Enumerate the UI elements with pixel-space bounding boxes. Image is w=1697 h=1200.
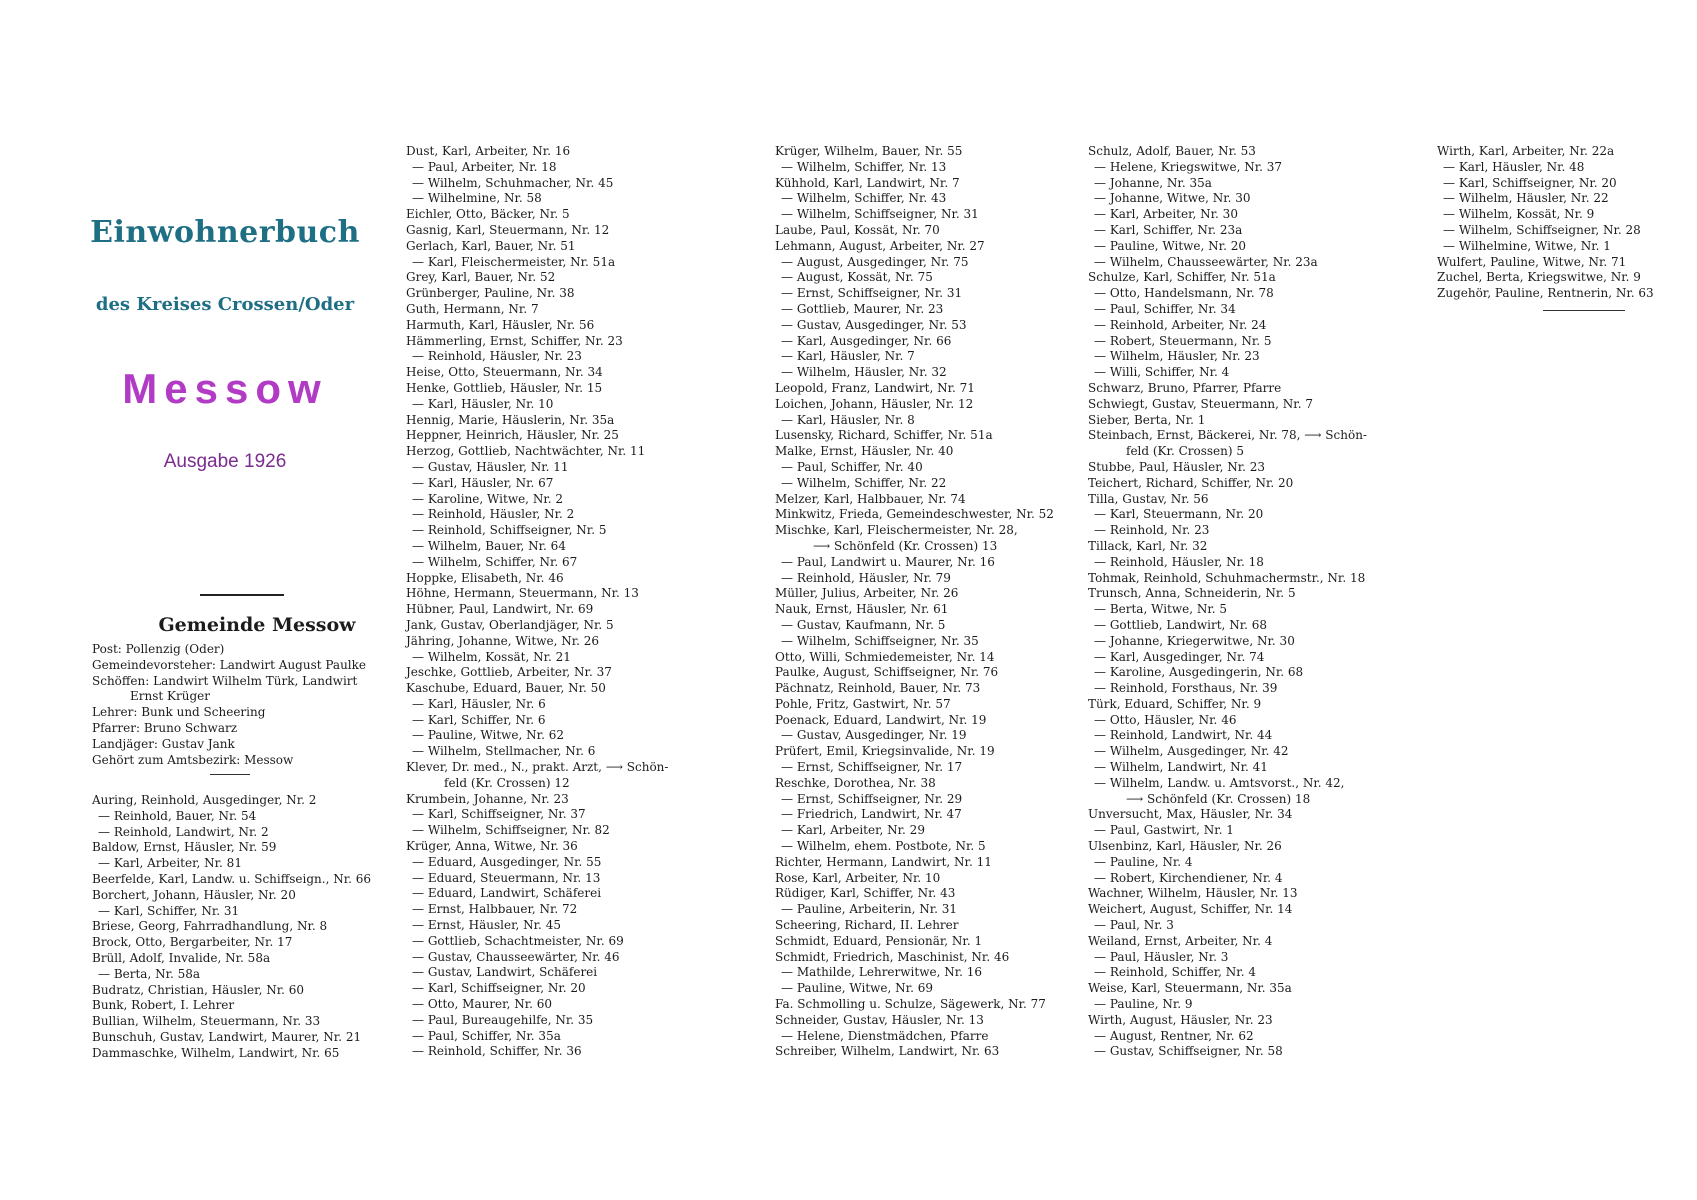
resident-column-1 <box>406 144 746 1060</box>
resident-entry: Zugehör, Pauline, Rentnerin, Nr. 63 <box>1437 286 1654 301</box>
resident-entry: — Karl, Ausgedinger, Nr. 66 <box>781 333 952 348</box>
resident-entry: Leopold, Franz, Landwirt, Nr. 71 <box>775 380 975 395</box>
resident-entry: Schulz, Adolf, Bauer, Nr. 53 <box>1088 144 1256 158</box>
resident-entry: Weiland, Ernst, Arbeiter, Nr. 4 <box>1088 933 1273 948</box>
cover-block <box>90 215 360 473</box>
entry-continuation: Ernst Krüger <box>130 689 210 704</box>
resident-entry: — August, Kossät, Nr. 75 <box>781 270 933 285</box>
resident-entry: Lehmann, August, Arbeiter, Nr. 27 <box>775 238 985 253</box>
divider <box>200 594 284 596</box>
entry-continuation: ⟶ Schönfeld (Kr. Crossen) 18 <box>1126 791 1311 806</box>
resident-entry: — Gustav, Chausseewärter, Nr. 46 <box>412 949 620 964</box>
resident-entry: — Eduard, Ausgedinger, Nr. 55 <box>412 854 602 869</box>
book-subtitle: des Kreises Crossen/Oder <box>95 294 355 315</box>
resident-entry: — Karl, Fleischermeister, Nr. 51a <box>412 254 616 269</box>
resident-entry: — Robert, Kirchendiener, Nr. 4 <box>1094 870 1283 885</box>
resident-entry: — Wilhelmine, Witwe, Nr. 1 <box>1443 238 1611 253</box>
resident-entry: Rüdiger, Karl, Schiffer, Nr. 43 <box>775 886 956 901</box>
resident-entry: Paulke, August, Schiffseigner, Nr. 76 <box>775 665 999 680</box>
resident-entry: Dust, Karl, Arbeiter, Nr. 16 <box>406 144 571 158</box>
resident-entry: Wachner, Wilhelm, Häusler, Nr. 13 <box>1088 886 1298 901</box>
resident-entry: — Wilhelm, Schiffer, Nr. 22 <box>781 475 947 490</box>
resident-entry: Stubbe, Paul, Häusler, Nr. 23 <box>1088 459 1266 474</box>
resident-entry: Pfarrer: Bruno Schwarz <box>92 720 238 735</box>
resident-entry: — Wilhelm, Landw. u. Amtsvorst., Nr. 42, <box>1094 775 1345 790</box>
resident-entry: — Wilhelm, Schuhmacher, Nr. 45 <box>412 175 614 190</box>
resident-entry: — Johanne, Witwe, Nr. 30 <box>1094 191 1251 206</box>
village-name: Messow <box>122 365 328 412</box>
resident-entry: — Karl, Schiffer, Nr. 23a <box>1094 222 1243 237</box>
resident-entry: — Johanne, Nr. 35a <box>1094 175 1212 190</box>
resident-entry: — Pauline, Witwe, Nr. 20 <box>1094 238 1246 253</box>
resident-entry: — Wilhelm, Häusler, Nr. 32 <box>781 365 947 380</box>
resident-entry: Hübner, Paul, Landwirt, Nr. 69 <box>406 602 594 617</box>
resident-entry: — Reinhold, Landwirt, Nr. 2 <box>98 824 269 839</box>
resident-entry: — Paul, Häusler, Nr. 3 <box>1094 949 1229 964</box>
resident-entry: Auring, Reinhold, Ausgedinger, Nr. 2 <box>92 793 317 807</box>
resident-entry: Gasnig, Karl, Steuermann, Nr. 12 <box>406 222 610 237</box>
resident-entry: Wulfert, Pauline, Witwe, Nr. 71 <box>1437 254 1627 269</box>
resident-entry: — Gottlieb, Schachtmeister, Nr. 69 <box>412 933 624 948</box>
resident-entry: Otto, Willi, Schmiedemeister, Nr. 14 <box>775 649 995 664</box>
resident-entry: Tilla, Gustav, Nr. 56 <box>1088 491 1209 506</box>
resident-entry: Henke, Gottlieb, Häusler, Nr. 15 <box>406 380 603 395</box>
resident-entry: Pächnatz, Reinhold, Bauer, Nr. 73 <box>775 681 981 696</box>
resident-entry: — Gottlieb, Maurer, Nr. 23 <box>781 301 944 316</box>
resident-entry: Gemeindevorsteher: Landwirt August Paulke <box>92 657 367 672</box>
resident-entry: — Karl, Häusler, Nr. 48 <box>1443 159 1585 174</box>
resident-entry: Schneider, Gustav, Häusler, Nr. 13 <box>775 1012 984 1027</box>
resident-entry: Bunschuh, Gustav, Landwirt, Maurer, Nr. 21 <box>92 1029 362 1044</box>
resident-entry: — Karoline, Witwe, Nr. 2 <box>412 491 563 506</box>
divider <box>210 774 250 775</box>
resident-entry: — Wilhelm, Bauer, Nr. 64 <box>412 538 566 553</box>
resident-entry: — Paul, Nr. 3 <box>1094 918 1174 933</box>
resident-entry: — Karl, Schiffseigner, Nr. 20 <box>412 981 586 996</box>
resident-entry: — Gustav, Ausgedinger, Nr. 53 <box>781 317 967 332</box>
resident-entry: — Berta, Witwe, Nr. 5 <box>1094 602 1228 617</box>
resident-entry: Bullian, Wilhelm, Steuermann, Nr. 33 <box>92 1014 321 1029</box>
resident-entry: Wirth, August, Häusler, Nr. 23 <box>1088 1012 1273 1027</box>
resident-entry: Höhne, Hermann, Steuermann, Nr. 13 <box>406 586 639 601</box>
resident-entry: Schulze, Karl, Schiffer, Nr. 51a <box>1088 270 1276 285</box>
resident-entry: — Otto, Handelsmann, Nr. 78 <box>1094 286 1274 301</box>
resident-entry: Loichen, Johann, Häusler, Nr. 12 <box>775 396 974 411</box>
resident-entry: Fa. Schmolling u. Schulze, Sägewerk, Nr. 77 <box>775 997 1046 1012</box>
resident-entry: Hoppke, Elisabeth, Nr. 46 <box>406 570 564 585</box>
resident-entry: — Karl, Häusler, Nr. 7 <box>781 349 915 364</box>
resident-entry: Reschke, Dorothea, Nr. 38 <box>775 775 936 790</box>
resident-entry: Borchert, Johann, Häusler, Nr. 20 <box>92 887 296 902</box>
entry-continuation: feld (Kr. Crossen) 5 <box>1126 444 1244 459</box>
resident-entry: Mischke, Karl, Fleischermeister, Nr. 28, <box>775 523 1018 538</box>
resident-entry: — Wilhelm, Schiffer, Nr. 67 <box>412 554 578 569</box>
resident-entry: — Wilhelm, Kossät, Nr. 21 <box>412 649 571 664</box>
resident-entry: — Wilhelmine, Nr. 58 <box>412 191 542 206</box>
resident-entry: — Wilhelm, Schiffseigner, Nr. 82 <box>412 823 610 838</box>
resident-entry: — August, Rentner, Nr. 62 <box>1094 1028 1254 1043</box>
resident-entry: Weise, Karl, Steuermann, Nr. 35a <box>1088 981 1292 996</box>
resident-entry: — Ernst, Halbbauer, Nr. 72 <box>412 902 578 917</box>
resident-entry: — Paul, Bureaugehilfe, Nr. 35 <box>412 1012 594 1027</box>
resident-entry: — Helene, Kriegswitwe, Nr. 37 <box>1094 159 1283 174</box>
resident-entry: — Paul, Schiffer, Nr. 40 <box>781 459 923 474</box>
resident-entry: Schreiber, Wilhelm, Landwirt, Nr. 63 <box>775 1044 1000 1059</box>
resident-entry: Schwiegt, Gustav, Steuermann, Nr. 7 <box>1088 396 1313 411</box>
resident-entry: Rose, Karl, Arbeiter, Nr. 10 <box>775 870 941 885</box>
resident-entry: — Reinhold, Bauer, Nr. 54 <box>98 808 257 823</box>
resident-entry: — Wilhelm, Schiffer, Nr. 13 <box>781 159 947 174</box>
resident-entry: — Reinhold, Landwirt, Nr. 44 <box>1094 728 1273 743</box>
resident-entry: Hämmerling, Ernst, Schiffer, Nr. 23 <box>406 333 623 348</box>
resident-entry: — Karl, Häusler, Nr. 6 <box>412 696 546 711</box>
resident-entry: — Reinhold, Schiffer, Nr. 36 <box>412 1044 582 1059</box>
resident-entry: Scheering, Richard, II. Lehrer <box>775 918 959 933</box>
resident-entry: — Robert, Steuermann, Nr. 5 <box>1094 333 1272 348</box>
resident-entry: — Karoline, Ausgedingerin, Nr. 68 <box>1094 665 1304 680</box>
resident-entry: — Ernst, Schiffseigner, Nr. 29 <box>781 791 963 806</box>
resident-entry: — Otto, Maurer, Nr. 60 <box>412 997 553 1012</box>
resident-entry: Teichert, Richard, Schiffer, Nr. 20 <box>1088 475 1294 490</box>
resident-entry: Prüfert, Emil, Kriegsinvalide, Nr. 19 <box>775 744 995 759</box>
resident-entry: Steinbach, Ernst, Bäckerei, Nr. 78, ⟶ Schön- <box>1088 428 1367 443</box>
resident-entry: Bunk, Robert, I. Lehrer <box>92 998 235 1013</box>
resident-entry: — Berta, Nr. 58a <box>98 966 201 981</box>
resident-entry: — Pauline, Arbeiterin, Nr. 31 <box>781 902 958 917</box>
resident-entry: — Paul, Landwirt u. Maurer, Nr. 16 <box>781 554 995 569</box>
resident-entry: — Karl, Häusler, Nr. 10 <box>412 396 554 411</box>
resident-entry: — Wilhelm, Chausseewärter, Nr. 23a <box>1094 254 1318 269</box>
resident-entry: — Gustav, Kaufmann, Nr. 5 <box>781 617 946 632</box>
entry-continuation: ⟶ Schönfeld (Kr. Crossen) 13 <box>813 538 998 553</box>
resident-entry: Unversucht, Max, Häusler, Nr. 34 <box>1088 807 1293 822</box>
resident-entry: — Karl, Arbeiter, Nr. 29 <box>781 823 925 838</box>
resident-entry: Zuchel, Berta, Kriegswitwe, Nr. 9 <box>1437 270 1641 285</box>
resident-entry: — August, Ausgedinger, Nr. 75 <box>781 254 969 269</box>
resident-entry: — Wilhelm, Schiffer, Nr. 43 <box>781 191 947 206</box>
resident-entry: Müller, Julius, Arbeiter, Nr. 26 <box>775 586 959 601</box>
resident-entry: — Otto, Häusler, Nr. 46 <box>1094 712 1237 727</box>
resident-entry: — Reinhold, Häusler, Nr. 2 <box>412 507 575 522</box>
resident-entry: — Wilhelm, Schiffseigner, Nr. 35 <box>781 633 979 648</box>
resident-entry: — Wilhelm, Landwirt, Nr. 41 <box>1094 760 1268 775</box>
resident-entry: Lusensky, Richard, Schiffer, Nr. 51a <box>775 428 993 443</box>
resident-entry: — Eduard, Steuermann, Nr. 13 <box>412 870 601 885</box>
resident-entry: Dammaschke, Wilhelm, Landwirt, Nr. 65 <box>92 1045 340 1060</box>
resident-entry: Schwarz, Bruno, Pfarrer, Pfarre <box>1088 380 1282 395</box>
resident-entry: — Wilhelm, Kossät, Nr. 9 <box>1443 207 1595 222</box>
resident-entry: Laube, Paul, Kossät, Nr. 70 <box>775 222 940 237</box>
resident-entry: — Gustav, Schiffseigner, Nr. 58 <box>1094 1044 1283 1059</box>
resident-entry: — Gustav, Häusler, Nr. 11 <box>412 459 569 474</box>
resident-entry: Heppner, Heinrich, Häusler, Nr. 25 <box>406 428 619 443</box>
resident-entry: — Willi, Schiffer, Nr. 4 <box>1094 365 1230 380</box>
resident-entry: Malke, Ernst, Häusler, Nr. 40 <box>775 444 954 459</box>
edition-label: Ausgabe 1926 <box>163 451 287 472</box>
resident-entry: — Wilhelm, Stellmacher, Nr. 6 <box>412 744 596 759</box>
resident-entry: Budratz, Christian, Häusler, Nr. 60 <box>92 982 305 997</box>
resident-entry: — Paul, Gastwirt, Nr. 1 <box>1094 823 1234 838</box>
resident-entry: Jank, Gustav, Oberlandjäger, Nr. 5 <box>406 617 614 632</box>
resident-entry: Krüger, Wilhelm, Bauer, Nr. 55 <box>775 144 963 158</box>
resident-entry: — Pauline, Witwe, Nr. 62 <box>412 728 564 743</box>
resident-column-2 <box>775 144 1115 1060</box>
resident-entry: Sieber, Berta, Nr. 1 <box>1088 412 1206 427</box>
resident-entry: — Eduard, Landwirt, Schäferei <box>412 886 602 901</box>
resident-entry: — Karl, Schiffer, Nr. 31 <box>98 903 240 918</box>
resident-entry: Jähring, Johanne, Witwe, Nr. 26 <box>406 633 600 648</box>
resident-entry: Briese, Georg, Fahrradhandlung, Nr. 8 <box>92 919 328 934</box>
book-title: Einwohnerbuch <box>90 215 360 250</box>
entry-continuation: feld (Kr. Crossen) 12 <box>444 775 570 790</box>
resident-entry: Gerlach, Karl, Bauer, Nr. 51 <box>406 238 576 253</box>
resident-entry: — Wilhelm, Ausgedinger, Nr. 42 <box>1094 744 1289 759</box>
resident-entry: — Paul, Arbeiter, Nr. 18 <box>412 159 557 174</box>
resident-entry: Melzer, Karl, Halbbauer, Nr. 74 <box>775 491 966 506</box>
resident-entry: Kaschube, Eduard, Bauer, Nr. 50 <box>406 681 606 696</box>
resident-entry: Schmidt, Eduard, Pensionär, Nr. 1 <box>775 933 983 948</box>
resident-entry: — Pauline, Nr. 4 <box>1094 854 1193 869</box>
resident-entry: Ulsenbinz, Karl, Häusler, Nr. 26 <box>1088 839 1282 854</box>
resident-entry: Heise, Otto, Steuermann, Nr. 34 <box>406 365 603 380</box>
resident-entry: Tohmak, Reinhold, Schuhmachermstr., Nr. 18 <box>1088 570 1366 585</box>
resident-entry: Nauk, Ernst, Häusler, Nr. 61 <box>775 602 949 617</box>
resident-entry: Gehört zum Amtsbezirk: Messow <box>92 752 294 767</box>
resident-column-4 <box>1437 144 1687 311</box>
resident-entry: Beerfelde, Karl, Landw. u. Schiffseign., Nr. 66 <box>92 871 372 886</box>
resident-entry: — Karl, Häusler, Nr. 8 <box>781 412 915 427</box>
municipality-info <box>92 614 392 781</box>
resident-entry: — Wilhelm, Schiffseigner, Nr. 31 <box>781 207 979 222</box>
resident-entry: — Karl, Schiffseigner, Nr. 37 <box>412 807 586 822</box>
resident-entry: — Wilhelm, Schiffseigner, Nr. 28 <box>1443 222 1641 237</box>
municipality-heading: Gemeinde Messow <box>158 614 356 636</box>
resident-entry: — Reinhold, Schiffer, Nr. 4 <box>1094 965 1256 980</box>
resident-entry: Landjäger: Gustav Jank <box>92 736 235 751</box>
resident-entry: Guth, Hermann, Nr. 7 <box>406 301 539 316</box>
resident-entry: — Wilhelm, Häusler, Nr. 22 <box>1443 191 1609 206</box>
resident-entry: Klever, Dr. med., N., prakt. Arzt, ⟶ Schön- <box>406 760 669 775</box>
resident-entry: Minkwitz, Frieda, Gemeindeschwester, Nr. 52 <box>775 507 1054 522</box>
resident-entry: — Ernst, Schiffseigner, Nr. 31 <box>781 286 963 301</box>
resident-entry: — Reinhold, Arbeiter, Nr. 24 <box>1094 317 1267 332</box>
resident-entry: Richter, Hermann, Landwirt, Nr. 11 <box>775 854 992 869</box>
resident-entry: Eichler, Otto, Bäcker, Nr. 5 <box>406 207 570 222</box>
resident-entry: Lehrer: Bunk und Scheering <box>92 705 266 720</box>
resident-entry: Trunsch, Anna, Schneiderin, Nr. 5 <box>1088 586 1296 601</box>
resident-entry: — Reinhold, Nr. 23 <box>1094 523 1210 538</box>
resident-entry: Brüll, Adolf, Invalide, Nr. 58a <box>92 950 271 965</box>
resident-entry: Herzog, Gottlieb, Nachtwächter, Nr. 11 <box>406 444 646 459</box>
resident-entry: — Reinhold, Häusler, Nr. 79 <box>781 570 951 585</box>
resident-entry: Schmidt, Friedrich, Maschinist, Nr. 46 <box>775 949 1010 964</box>
resident-entry: Tillack, Karl, Nr. 32 <box>1088 538 1208 553</box>
resident-entry: Post: Pollenzig (Oder) <box>92 642 225 656</box>
resident-entry: Poenack, Eduard, Landwirt, Nr. 19 <box>775 712 987 727</box>
resident-entry: Schöffen: Landwirt Wilhelm Türk, Landwirt <box>92 673 358 688</box>
resident-entry: — Pauline, Nr. 9 <box>1094 997 1193 1012</box>
resident-entry: — Karl, Arbeiter, Nr. 30 <box>1094 207 1238 222</box>
resident-entry: — Paul, Schiffer, Nr. 35a <box>412 1028 561 1043</box>
municipality-info-list <box>92 642 392 768</box>
resident-entry: — Karl, Ausgedinger, Nr. 74 <box>1094 649 1265 664</box>
resident-entry: — Reinhold, Schiffseigner, Nr. 5 <box>412 523 607 538</box>
resident-entry: — Karl, Schiffseigner, Nr. 20 <box>1443 175 1617 190</box>
resident-entry: — Wilhelm, ehem. Postbote, Nr. 5 <box>781 839 986 854</box>
end-divider <box>1543 310 1625 311</box>
resident-entry: — Karl, Steuermann, Nr. 20 <box>1094 507 1264 522</box>
resident-entry: Kühhold, Karl, Landwirt, Nr. 7 <box>775 175 960 190</box>
resident-entry: Baldow, Ernst, Häusler, Nr. 59 <box>92 840 277 855</box>
resident-entry: — Pauline, Witwe, Nr. 69 <box>781 981 933 996</box>
resident-entry: — Reinhold, Häusler, Nr. 18 <box>1094 554 1264 569</box>
resident-entry: — Ernst, Häusler, Nr. 45 <box>412 918 561 933</box>
resident-entry: — Karl, Arbeiter, Nr. 81 <box>98 856 242 871</box>
resident-entry: — Johanne, Kriegerwitwe, Nr. 30 <box>1094 633 1295 648</box>
resident-entry: — Friedrich, Landwirt, Nr. 47 <box>781 807 962 822</box>
resident-entry: — Helene, Dienstmädchen, Pfarre <box>781 1028 989 1043</box>
resident-entry: — Gustav, Ausgedinger, Nr. 19 <box>781 728 967 743</box>
resident-entry: — Paul, Schiffer, Nr. 34 <box>1094 301 1236 316</box>
resident-column-3 <box>1088 144 1428 1060</box>
resident-entry: — Wilhelm, Häusler, Nr. 23 <box>1094 349 1260 364</box>
resident-entry: Türk, Eduard, Schiffer, Nr. 9 <box>1088 696 1262 711</box>
resident-entry: — Reinhold, Forsthaus, Nr. 39 <box>1094 681 1278 696</box>
resident-entry: Harmuth, Karl, Häusler, Nr. 56 <box>406 317 595 332</box>
resident-entry: Jeschke, Gottlieb, Arbeiter, Nr. 37 <box>406 665 612 680</box>
resident-column-0 <box>92 793 402 1062</box>
resident-entry: Wirth, Karl, Arbeiter, Nr. 22a <box>1437 144 1615 158</box>
resident-entry: — Mathilde, Lehrerwitwe, Nr. 16 <box>781 965 983 980</box>
resident-entry: Krumbein, Johanne, Nr. 23 <box>406 791 569 806</box>
resident-entry: Pohle, Fritz, Gastwirt, Nr. 57 <box>775 696 951 711</box>
resident-entry: — Gustav, Landwirt, Schäferei <box>412 965 598 980</box>
resident-entry: — Ernst, Schiffseigner, Nr. 17 <box>781 760 963 775</box>
resident-entry: Brock, Otto, Bergarbeiter, Nr. 17 <box>92 935 293 950</box>
resident-entry: — Karl, Schiffer, Nr. 6 <box>412 712 546 727</box>
resident-entry: Krüger, Anna, Witwe, Nr. 36 <box>406 839 578 854</box>
resident-entry: Grey, Karl, Bauer, Nr. 52 <box>406 270 556 285</box>
resident-entry: Hennig, Marie, Häuslerin, Nr. 35a <box>406 412 615 427</box>
resident-entry: — Karl, Häusler, Nr. 67 <box>412 475 554 490</box>
resident-entry: Grünberger, Pauline, Nr. 38 <box>406 286 575 301</box>
resident-entry: — Reinhold, Häusler, Nr. 23 <box>412 349 582 364</box>
resident-entry: — Gottlieb, Landwirt, Nr. 68 <box>1094 617 1268 632</box>
resident-entry: Weichert, August, Schiffer, Nr. 14 <box>1088 902 1293 917</box>
